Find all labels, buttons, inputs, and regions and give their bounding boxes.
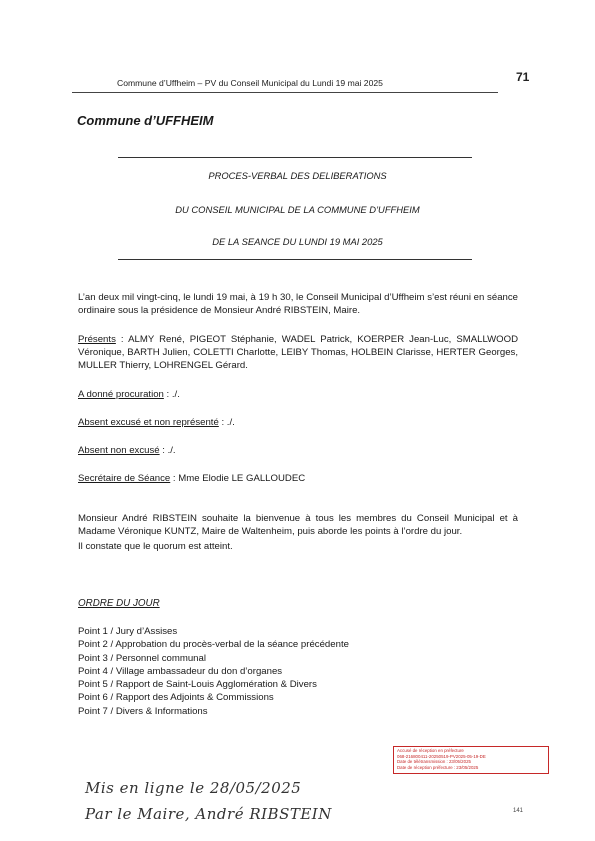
absent-non-excuse-value: : ./. — [159, 445, 176, 456]
presents-list: : ALMY René, PIGEOT Stéphanie, WADEL Patrick, KOERPER Jean-Luc, SMALLWOOD Véronique, BARTH Julien, COLETTI Charlotte, LEIBY Thomas, HOLBEIN Clarisse, HERTER Georges, MULLER Thierry, LOHRENGEL Gérard. — [78, 334, 518, 371]
handwritten-line-1: Mis en ligne le 28/05/2025 — [85, 779, 302, 797]
handwritten-note — [85, 775, 332, 827]
presents-label: Présents — [78, 334, 116, 345]
commune-title: Commune d’UFFHEIM — [77, 113, 214, 128]
title-line-3: DE LA SEANCE DU LUNDI 19 MAI 2025 — [212, 236, 383, 247]
procuration-line — [78, 388, 518, 401]
title-line-2: DU CONSEIL MUNICIPAL DE LA COMMUNE D’UFFHEIM — [175, 204, 420, 215]
absent-excuse-value: : ./. — [218, 417, 235, 428]
absent-non-excuse-label: Absent non excusé — [78, 445, 160, 456]
title-line-1: PROCES-VERBAL DES DELIBERATIONS — [208, 170, 387, 181]
agenda-item: Point 6 / Rapport des Adjoints & Commissions — [78, 692, 274, 704]
secretaire-value: : Mme Elodie LE GALLOUDEC — [170, 473, 306, 484]
handwritten-line-2: Par le Maire, André RIBSTEIN — [85, 805, 332, 823]
quorum-line: Il constate que le quorum est atteint. — [78, 541, 233, 552]
page-number: 71 — [516, 70, 530, 84]
intro-paragraph: L’an deux mil vingt-cinq, le lundi 19 mai, à 19 h 30, le Conseil Municipal d’Uffheim s’est réuni en séance ordinaire sous la présidence de Monsieur André RIBSTEIN, Maire. — [78, 292, 518, 316]
title-rule-bottom — [118, 259, 472, 260]
secretaire-line — [78, 472, 518, 485]
absent-excuse-line — [78, 416, 518, 429]
agenda-item: Point 5 / Rapport de Saint-Louis Agglomération & Divers — [78, 679, 317, 691]
presents-paragraph — [78, 333, 518, 372]
agenda-list — [78, 625, 349, 718]
agenda-item: Point 4 / Village ambassadeur du don d’organes — [78, 665, 283, 677]
footer-page-id: 141 — [513, 808, 524, 814]
stamp-line-2: 068-216800411-20250519-PV2025-05-19-DE — [397, 753, 486, 759]
title-rule-top — [118, 157, 472, 158]
agenda-item: Point 3 / Personnel communal — [78, 652, 206, 664]
absent-excuse-label: Absent excusé et non représenté — [78, 417, 219, 428]
running-header: Commune d’Uffheim – PV du Conseil Municipal du Lundi 19 mai 2025 — [117, 78, 383, 88]
agenda-item: Point 2 / Approbation du procès-verbal de la séance précédente — [78, 639, 349, 651]
stamp-line-3: Date de télétransmission : 23/05/2025 — [397, 759, 471, 764]
stamp-line-4: Date de réception préfecture : 23/05/2025 — [397, 764, 479, 770]
procuration-value: : ./. — [163, 389, 180, 400]
welcome-paragraph: Monsieur André RIBSTEIN souhaite la bienvenue à tous les membres du Conseil Municipal et à Madame Véronique KUNTZ, Maire de Waltenheim, puis aborde les points à l’ordre du jour. — [78, 513, 518, 537]
agenda-item: Point 7 / Divers & Informations — [78, 705, 208, 717]
stamp-line-1: Accusé de réception en préfecture — [397, 748, 464, 753]
prefecture-stamp — [393, 746, 549, 774]
secretaire-label: Secrétaire de Séance — [78, 473, 171, 484]
absent-non-excuse-line — [78, 444, 518, 457]
procuration-label: A donné procuration — [78, 389, 164, 400]
header-divider — [72, 92, 498, 93]
agenda-item: Point 1 / Jury d’Assises — [78, 626, 178, 637]
agenda-title: ORDRE DU JOUR — [78, 598, 160, 609]
